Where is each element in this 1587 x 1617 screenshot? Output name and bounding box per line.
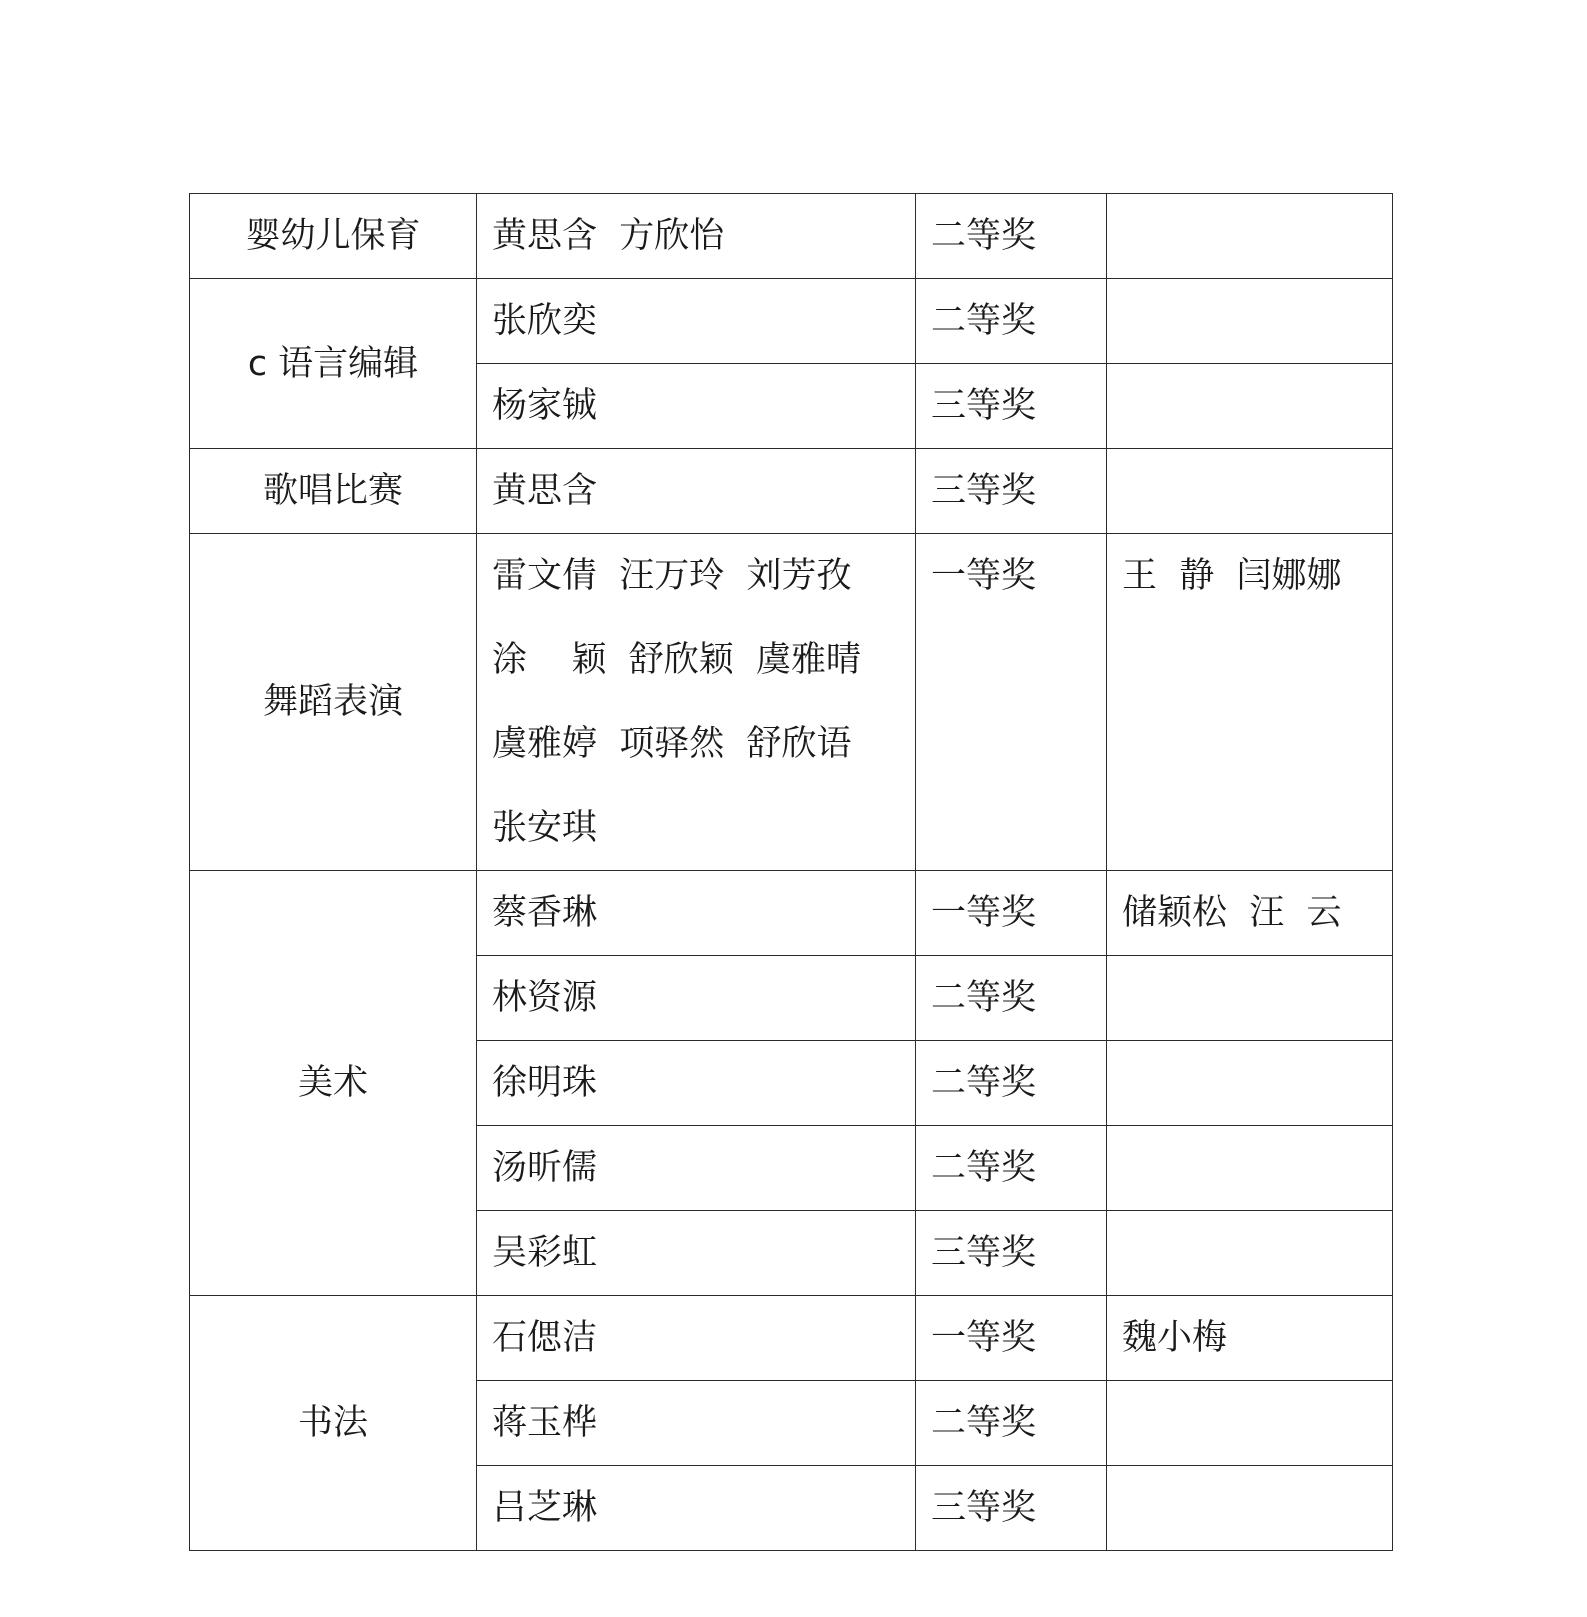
table-row — [190, 194, 1393, 279]
student-names: 虞雅婷 项驿然 舒欣语 — [492, 724, 852, 764]
teacher-cell — [1107, 1466, 1393, 1551]
student-names: 吕芝琳 — [492, 1488, 598, 1528]
names-cell — [477, 534, 916, 871]
table-row — [190, 871, 1393, 956]
student-names: 雷文倩 汪万玲 刘芳孜 — [492, 556, 852, 596]
student-names: 吴彩虹 — [492, 1233, 598, 1273]
names-cell — [477, 1381, 916, 1466]
teacher-cell: 王 静 闫娜娜 — [1107, 534, 1393, 871]
award-cell: 三等奖 — [916, 364, 1107, 449]
table-row — [190, 534, 1393, 871]
table-row — [190, 279, 1393, 364]
teacher-cell — [1107, 956, 1393, 1041]
event-cell: 舞蹈表演 — [190, 534, 477, 871]
awards-table-body — [190, 194, 1393, 1551]
teacher-cell: 储颖松 汪 云 — [1107, 871, 1393, 956]
award-cell: 二等奖 — [916, 1126, 1107, 1211]
names-cell — [477, 1041, 916, 1126]
teacher-cell — [1107, 449, 1393, 534]
table-row — [190, 449, 1393, 534]
event-cell: c 语言编辑 — [190, 279, 477, 449]
student-names: 张安琪 — [492, 808, 598, 848]
student-names: 黄思含 — [492, 471, 598, 511]
student-names: 张欣奕 — [492, 301, 598, 341]
teacher-cell — [1107, 1041, 1393, 1126]
event-cell: 书法 — [190, 1296, 477, 1551]
award-cell: 二等奖 — [916, 194, 1107, 279]
student-names: 蒋玉桦 — [492, 1403, 598, 1443]
award-cell: 一等奖 — [916, 534, 1107, 871]
teacher-cell — [1107, 1211, 1393, 1296]
student-names: 蔡香琳 — [492, 893, 598, 933]
award-cell: 三等奖 — [916, 1211, 1107, 1296]
award-cell: 二等奖 — [916, 1041, 1107, 1126]
table-row — [190, 1296, 1393, 1381]
names-cell — [477, 279, 916, 364]
names-cell — [477, 1466, 916, 1551]
award-cell: 二等奖 — [916, 1381, 1107, 1466]
names-cell — [477, 956, 916, 1041]
award-cell: 一等奖 — [916, 871, 1107, 956]
award-cell: 三等奖 — [916, 449, 1107, 534]
student-names: 徐明珠 — [492, 1063, 598, 1103]
student-names: 石偲洁 — [492, 1318, 598, 1358]
teacher-cell — [1107, 364, 1393, 449]
student-names: 汤昕儒 — [492, 1148, 598, 1188]
names-cell — [477, 364, 916, 449]
names-cell — [477, 449, 916, 534]
names-cell — [477, 1126, 916, 1211]
teacher-cell — [1107, 194, 1393, 279]
award-cell: 二等奖 — [916, 956, 1107, 1041]
awards-table — [189, 193, 1393, 1551]
teacher-cell — [1107, 1126, 1393, 1211]
names-cell — [477, 871, 916, 956]
teacher-cell — [1107, 279, 1393, 364]
event-cell: 歌唱比赛 — [190, 449, 477, 534]
student-names: 林资源 — [492, 978, 598, 1018]
names-cell — [477, 1211, 916, 1296]
teacher-cell — [1107, 1381, 1393, 1466]
names-cell — [477, 194, 916, 279]
award-cell: 一等奖 — [916, 1296, 1107, 1381]
student-names: 涂 颖 舒欣颖 虞雅晴 — [492, 640, 862, 680]
teacher-cell: 魏小梅 — [1107, 1296, 1393, 1381]
award-cell: 二等奖 — [916, 279, 1107, 364]
event-cell: 美术 — [190, 871, 477, 1296]
student-names: 杨家铖 — [492, 386, 598, 426]
event-cell: 婴幼儿保育 — [190, 194, 477, 279]
student-names: 黄思含 方欣怡 — [492, 216, 725, 256]
award-cell: 三等奖 — [916, 1466, 1107, 1551]
names-cell — [477, 1296, 916, 1381]
